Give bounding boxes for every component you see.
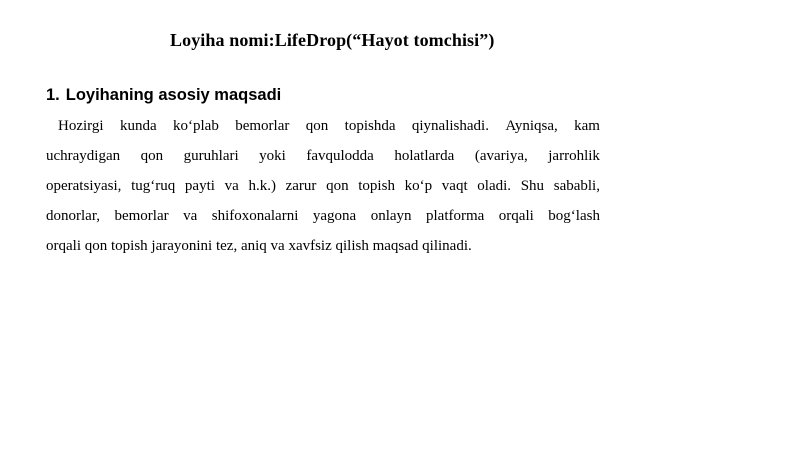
paragraph-word: payti: [184, 178, 215, 194]
paragraph-word: qon: [326, 178, 349, 194]
paragraph-word: va: [224, 178, 239, 194]
paragraph-word: zarur: [285, 178, 317, 194]
paragraph-word: topishda: [344, 118, 396, 134]
paragraph-line: [46, 206, 600, 236]
paragraph-word: onlayn: [370, 208, 412, 224]
paragraph-word: vaqt: [441, 178, 468, 194]
paragraph-word: donorlar,: [46, 208, 100, 224]
paragraph-word: kam: [574, 118, 600, 134]
section-body: [46, 116, 600, 266]
paragraph-word: Hozirgi: [58, 118, 104, 134]
paragraph-word: guruhlari: [183, 148, 239, 164]
paragraph-word: h.k.): [248, 178, 276, 194]
paragraph-word: uchraydigan: [46, 148, 121, 164]
section-heading: [46, 86, 281, 105]
paragraph-word: Shu: [520, 178, 545, 194]
paragraph-word: ko‘p: [404, 178, 433, 194]
paragraph-line: [46, 146, 600, 176]
paragraph-word: holatlarda: [394, 148, 455, 164]
paragraph-word: bemorlar: [235, 118, 290, 134]
paragraph-line: orqali qon topish jarayonini tez, aniq va xavfsiz qilish maqsad qilinadi.: [46, 238, 472, 254]
paragraph-word: (avariya,: [474, 148, 528, 164]
paragraph-word: orqali: [498, 208, 534, 224]
paragraph-word: ko‘plab: [173, 118, 219, 134]
paragraph-word: shifoxonalarni: [211, 208, 299, 224]
paragraph-line: [46, 176, 600, 206]
paragraph-word: topish: [358, 178, 395, 194]
paragraph-word: bemorlar: [114, 208, 169, 224]
paragraph-line: [46, 116, 600, 146]
paragraph-word: va: [183, 208, 198, 224]
paragraph-word: operatsiyasi,: [46, 178, 122, 194]
paragraph-word: qiynalishadi.: [411, 118, 489, 134]
paragraph-word: yagona: [312, 208, 357, 224]
paragraph-word: oladi.: [477, 178, 512, 194]
paragraph-word: qon: [305, 118, 329, 134]
section-title: Loyihaning asosiy maqsadi: [65, 86, 282, 104]
paragraph-word: jarrohlik: [548, 148, 600, 164]
paragraph-word: platforma: [426, 208, 485, 224]
paragraph-word: bog‘lash: [548, 208, 600, 224]
section-number: 1.: [46, 86, 60, 104]
paragraph-word: favqulodda: [306, 148, 374, 164]
paragraph-word: kunda: [119, 118, 157, 134]
project-title: Loyiha nomi:LifeDrop(“Hayot tomchisi”): [170, 30, 495, 50]
paragraph-word: Ayniqsa,: [505, 118, 558, 134]
paragraph-word: yoki: [259, 148, 286, 164]
paragraph-word: qon: [140, 148, 164, 164]
paragraph-word: sababli,: [553, 178, 600, 194]
paragraph-word: tug‘ruq: [131, 178, 176, 194]
